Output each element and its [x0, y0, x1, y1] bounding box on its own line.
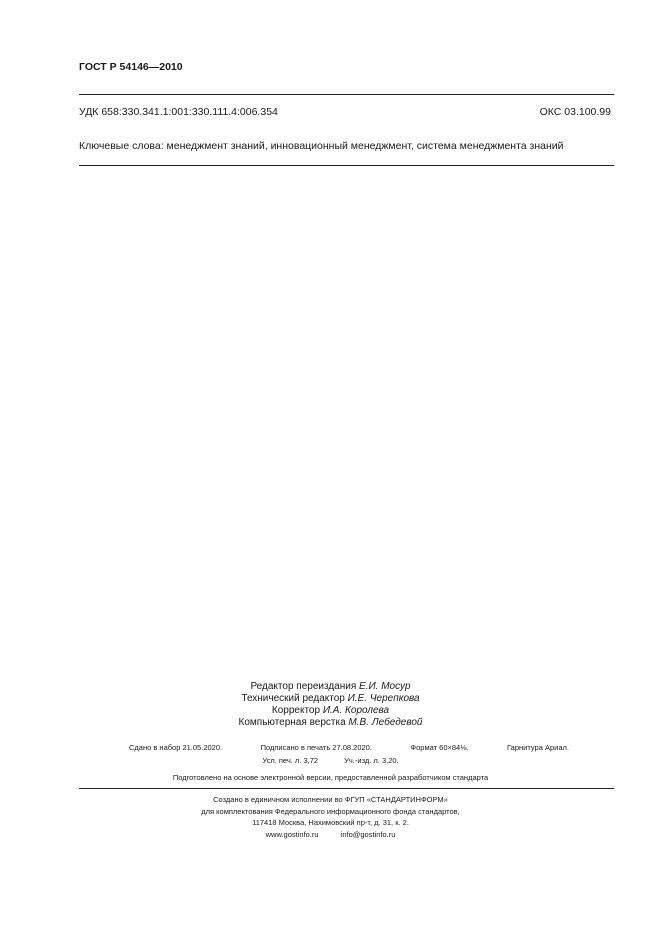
- publisher-address: 117418 Москва, Нахимовский пр-т, д. 31, к. 2.: [252, 818, 409, 827]
- oks-code: ОКС 03.100.99: [539, 106, 611, 118]
- website-link[interactable]: www.gostinfo.ru: [265, 829, 319, 839]
- publishing-details-row: [129, 743, 569, 752]
- publisher-divider: [79, 788, 614, 789]
- print-sheets: Усл. печ. л. 3,72: [262, 756, 319, 765]
- sheets-row: [0, 756, 661, 765]
- top-divider: [79, 94, 614, 95]
- udk-code: УДК 658:330.341.1:001:330.111.4:006.354: [79, 106, 278, 118]
- paper-format: Формат 60×84⅛.: [410, 743, 469, 752]
- typeface: Гарнитура Ариал.: [507, 743, 569, 752]
- prepared-note: Подготовлено на основе электронной версии, предоставленной разработчиком стандарта: [172, 773, 489, 782]
- typeset-date: Сдано в набор 21.05.2020.: [129, 743, 223, 752]
- publisher-block: [0, 794, 661, 840]
- publisher-sheets: Уч.-изд. л. 3,20.: [344, 756, 399, 765]
- standard-code: ГОСТ Р 54146—2010: [79, 61, 183, 73]
- created-line-2: для комплектования Федерального информационного фонда стандартов,: [201, 806, 460, 816]
- created-line-1: Создано в единичном исполнении во ФГУП «СТАНДАРТИНФОРМ»: [213, 795, 448, 804]
- credits-block: [0, 681, 661, 729]
- credit-proofreader: Корректор И.А. Королева: [271, 705, 390, 716]
- keywords-divider: [79, 165, 614, 166]
- signed-date: Подписано в печать 27.08.2020.: [260, 743, 372, 752]
- email-link[interactable]: info@gostinfo.ru: [340, 829, 396, 839]
- credit-layout: Компьютерная верстка М.В. Лебедевой: [238, 717, 423, 728]
- credit-tech-editor: Технический редактор И.Е. Черепкова: [241, 693, 420, 704]
- credit-editor: Редактор переиздания Е.И. Мосур: [250, 681, 411, 692]
- keywords-line: Ключевые слова: менеджмент знаний, инновационный менеджмент, система менеджмента знаний: [79, 140, 564, 152]
- publisher-contacts: [0, 829, 661, 841]
